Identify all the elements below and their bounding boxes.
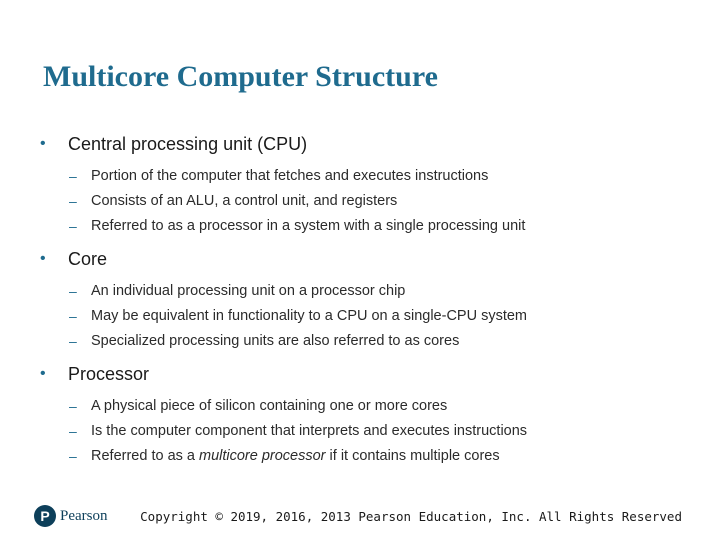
emphasis-text: multicore processor: [199, 447, 326, 464]
sub-bullet: – Referred to as a processor in a system with a single processing unit: [69, 217, 526, 234]
sub-bullet: – Specialized processing units are also referred to as cores: [69, 332, 460, 349]
dash-icon: –: [69, 422, 77, 439]
sub-bullet: – Referred to as a multicore processor if it contains multiple cores: [69, 447, 500, 464]
sub-bullet: – Is the computer component that interprets and executes instructions: [69, 422, 528, 439]
dash-icon: –: [69, 167, 77, 184]
sub-bullet: – May be equivalent in functionality to a CPU on a single-CPU system: [69, 307, 528, 324]
bullet-label: Processor: [68, 363, 150, 384]
dash-icon: –: [69, 217, 77, 234]
dash-icon: –: [69, 192, 77, 209]
dash-icon: –: [69, 397, 77, 414]
bullet-label: Central processing unit (CPU): [68, 133, 308, 154]
bullet-core: [40, 246, 700, 353]
dash-icon: –: [69, 307, 77, 324]
pearson-logo: [34, 505, 108, 527]
sub-bullet: – Portion of the computer that fetches and executes instructions: [69, 167, 489, 184]
bullet-label: Core: [68, 248, 108, 269]
sub-bullet: – Consists of an ALU, a control unit, and registers: [69, 192, 398, 209]
bullet-dot-icon: •: [40, 365, 46, 382]
bullet-dot-icon: •: [40, 250, 46, 267]
dash-icon: –: [69, 332, 77, 349]
copyright-notice: Copyright © 2019, 2016, 2013 Pearson Education, Inc. All Rights Reserved: [140, 509, 682, 524]
logo-text: Pearson: [60, 507, 108, 524]
dash-icon: –: [69, 282, 77, 299]
sub-bullet-list: [40, 393, 700, 468]
slide-title: Multicore Computer Structure: [43, 60, 438, 93]
pearson-logo-icon: P: [34, 505, 56, 527]
sub-bullet-list: [40, 163, 700, 238]
sub-bullet: – A physical piece of silicon containing one or more cores: [69, 397, 448, 414]
dash-icon: –: [69, 447, 77, 464]
bullet-processor: [40, 361, 700, 468]
bullet-cpu: [40, 131, 700, 238]
bullet-dot-icon: •: [40, 135, 46, 152]
sub-bullet: – An individual processing unit on a processor chip: [69, 282, 406, 299]
sub-bullet-list: [40, 278, 700, 353]
